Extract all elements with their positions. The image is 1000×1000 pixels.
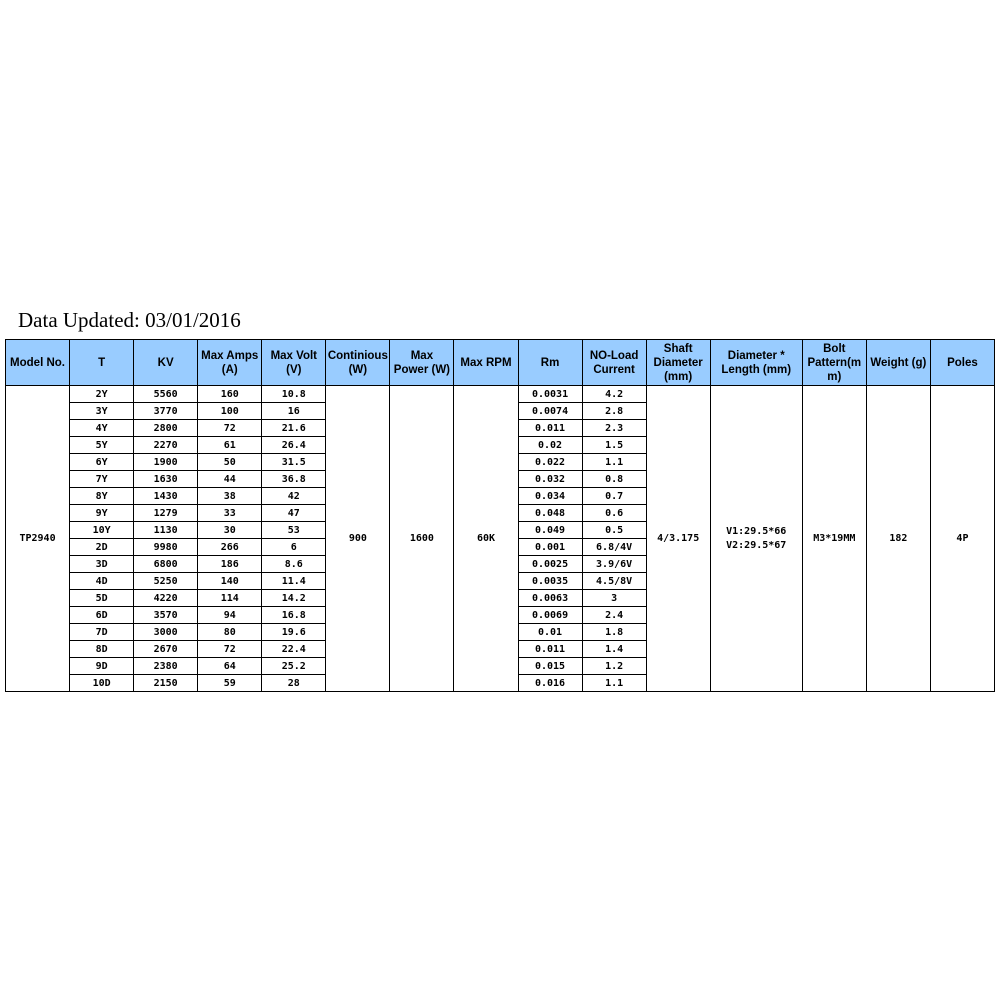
- kv-cell: 4220: [134, 590, 198, 607]
- volt-cell: 25.2: [262, 658, 326, 675]
- volt-cell: 21.6: [262, 420, 326, 437]
- t-cell: 8D: [70, 641, 134, 658]
- volt-cell: 47: [262, 505, 326, 522]
- rm-cell: 0.0035: [518, 573, 582, 590]
- t-cell: 6Y: [70, 454, 134, 471]
- noload-cell: 3: [582, 590, 646, 607]
- header-max-amps: Max Amps (A): [198, 340, 262, 386]
- table-body: [6, 386, 995, 692]
- page-title: Data Updated: 03/01/2016: [18, 308, 241, 332]
- kv-cell: 1279: [134, 505, 198, 522]
- amps-cell: 186: [198, 556, 262, 573]
- amps-cell: 160: [198, 386, 262, 403]
- volt-cell: 8.6: [262, 556, 326, 573]
- header-model: Model No.: [6, 340, 70, 386]
- kv-cell: 1630: [134, 471, 198, 488]
- amps-cell: 100: [198, 403, 262, 420]
- rm-cell: 0.0025: [518, 556, 582, 573]
- rm-cell: 0.011: [518, 641, 582, 658]
- continious-cell: 900: [326, 386, 390, 692]
- noload-cell: 1.5: [582, 437, 646, 454]
- noload-cell: 2.3: [582, 420, 646, 437]
- t-cell: 7Y: [70, 471, 134, 488]
- kv-cell: 5250: [134, 573, 198, 590]
- volt-cell: 14.2: [262, 590, 326, 607]
- header-weight: Weight (g): [866, 340, 930, 386]
- rm-cell: 0.015: [518, 658, 582, 675]
- noload-cell: 1.4: [582, 641, 646, 658]
- max-power-cell: 1600: [390, 386, 454, 692]
- kv-cell: 1130: [134, 522, 198, 539]
- amps-cell: 80: [198, 624, 262, 641]
- noload-cell: 0.5: [582, 522, 646, 539]
- t-cell: 8Y: [70, 488, 134, 505]
- amps-cell: 44: [198, 471, 262, 488]
- rm-cell: 0.034: [518, 488, 582, 505]
- noload-cell: 2.8: [582, 403, 646, 420]
- volt-cell: 16.8: [262, 607, 326, 624]
- header-bolt-pattern: Bolt Pattern(m m): [802, 340, 866, 386]
- diameter-v1: V1:29.5*66: [726, 525, 787, 537]
- volt-cell: 53: [262, 522, 326, 539]
- amps-cell: 114: [198, 590, 262, 607]
- volt-cell: 28: [262, 675, 326, 692]
- kv-cell: 3570: [134, 607, 198, 624]
- amps-cell: 64: [198, 658, 262, 675]
- amps-cell: 30: [198, 522, 262, 539]
- rm-cell: 0.01: [518, 624, 582, 641]
- noload-cell: 6.8/4V: [582, 539, 646, 556]
- motor-spec-table: [5, 339, 995, 692]
- t-cell: 3Y: [70, 403, 134, 420]
- kv-cell: 2270: [134, 437, 198, 454]
- noload-cell: 3.9/6V: [582, 556, 646, 573]
- rm-cell: 0.049: [518, 522, 582, 539]
- volt-cell: 10.8: [262, 386, 326, 403]
- t-cell: 3D: [70, 556, 134, 573]
- noload-cell: 0.6: [582, 505, 646, 522]
- kv-cell: 5560: [134, 386, 198, 403]
- header-noload-current: NO-Load Current: [582, 340, 646, 386]
- t-cell: 10D: [70, 675, 134, 692]
- kv-cell: 1900: [134, 454, 198, 471]
- rm-cell: 0.0031: [518, 386, 582, 403]
- header-max-volt: Max Volt (V): [262, 340, 326, 386]
- kv-cell: 2380: [134, 658, 198, 675]
- t-cell: 6D: [70, 607, 134, 624]
- amps-cell: 33: [198, 505, 262, 522]
- header-diameter-length: Diameter * Length (mm): [710, 340, 802, 386]
- kv-cell: 1430: [134, 488, 198, 505]
- volt-cell: 6: [262, 539, 326, 556]
- t-cell: 4D: [70, 573, 134, 590]
- amps-cell: 61: [198, 437, 262, 454]
- volt-cell: 26.4: [262, 437, 326, 454]
- header-continious: Continious (W): [326, 340, 390, 386]
- t-cell: 5D: [70, 590, 134, 607]
- diameter-v2: V2:29.5*67: [726, 539, 787, 551]
- rm-cell: 0.001: [518, 539, 582, 556]
- header-kv: KV: [134, 340, 198, 386]
- kv-cell: 3770: [134, 403, 198, 420]
- kv-cell: 2150: [134, 675, 198, 692]
- volt-cell: 22.4: [262, 641, 326, 658]
- header-t: T: [70, 340, 134, 386]
- header-rm: Rm: [518, 340, 582, 386]
- bolt-cell: M3*19MM: [802, 386, 866, 692]
- max-rpm-cell: 60K: [454, 386, 518, 692]
- noload-cell: 4.2: [582, 386, 646, 403]
- rm-cell: 0.0074: [518, 403, 582, 420]
- diameter-length-cell: [710, 386, 802, 692]
- amps-cell: 72: [198, 641, 262, 658]
- header-row: [6, 340, 995, 386]
- t-cell: 9Y: [70, 505, 134, 522]
- table-row: [6, 386, 995, 403]
- amps-cell: 72: [198, 420, 262, 437]
- t-cell: 2Y: [70, 386, 134, 403]
- header-max-power: Max Power (W): [390, 340, 454, 386]
- header-poles: Poles: [930, 340, 994, 386]
- t-cell: 10Y: [70, 522, 134, 539]
- rm-cell: 0.032: [518, 471, 582, 488]
- t-cell: 5Y: [70, 437, 134, 454]
- weight-cell: 182: [866, 386, 930, 692]
- t-cell: 7D: [70, 624, 134, 641]
- kv-cell: 2670: [134, 641, 198, 658]
- volt-cell: 31.5: [262, 454, 326, 471]
- t-cell: 9D: [70, 658, 134, 675]
- poles-cell: 4P: [930, 386, 994, 692]
- t-cell: 2D: [70, 539, 134, 556]
- t-cell: 4Y: [70, 420, 134, 437]
- amps-cell: 59: [198, 675, 262, 692]
- header-shaft-diameter: Shaft Diameter (mm): [646, 340, 710, 386]
- kv-cell: 2800: [134, 420, 198, 437]
- volt-cell: 19.6: [262, 624, 326, 641]
- amps-cell: 266: [198, 539, 262, 556]
- noload-cell: 0.8: [582, 471, 646, 488]
- shaft-cell: 4/3.175: [646, 386, 710, 692]
- volt-cell: 42: [262, 488, 326, 505]
- volt-cell: 11.4: [262, 573, 326, 590]
- amps-cell: 140: [198, 573, 262, 590]
- rm-cell: 0.02: [518, 437, 582, 454]
- volt-cell: 16: [262, 403, 326, 420]
- rm-cell: 0.0063: [518, 590, 582, 607]
- noload-cell: 1.1: [582, 675, 646, 692]
- volt-cell: 36.8: [262, 471, 326, 488]
- noload-cell: 4.5/8V: [582, 573, 646, 590]
- amps-cell: 38: [198, 488, 262, 505]
- rm-cell: 0.011: [518, 420, 582, 437]
- rm-cell: 0.0069: [518, 607, 582, 624]
- rm-cell: 0.022: [518, 454, 582, 471]
- header-max-rpm: Max RPM: [454, 340, 518, 386]
- kv-cell: 3000: [134, 624, 198, 641]
- noload-cell: 0.7: [582, 488, 646, 505]
- rm-cell: 0.016: [518, 675, 582, 692]
- noload-cell: 1.1: [582, 454, 646, 471]
- amps-cell: 94: [198, 607, 262, 624]
- noload-cell: 1.8: [582, 624, 646, 641]
- amps-cell: 50: [198, 454, 262, 471]
- kv-cell: 6800: [134, 556, 198, 573]
- noload-cell: 2.4: [582, 607, 646, 624]
- noload-cell: 1.2: [582, 658, 646, 675]
- model-cell: TP2940: [6, 386, 70, 692]
- kv-cell: 9980: [134, 539, 198, 556]
- rm-cell: 0.048: [518, 505, 582, 522]
